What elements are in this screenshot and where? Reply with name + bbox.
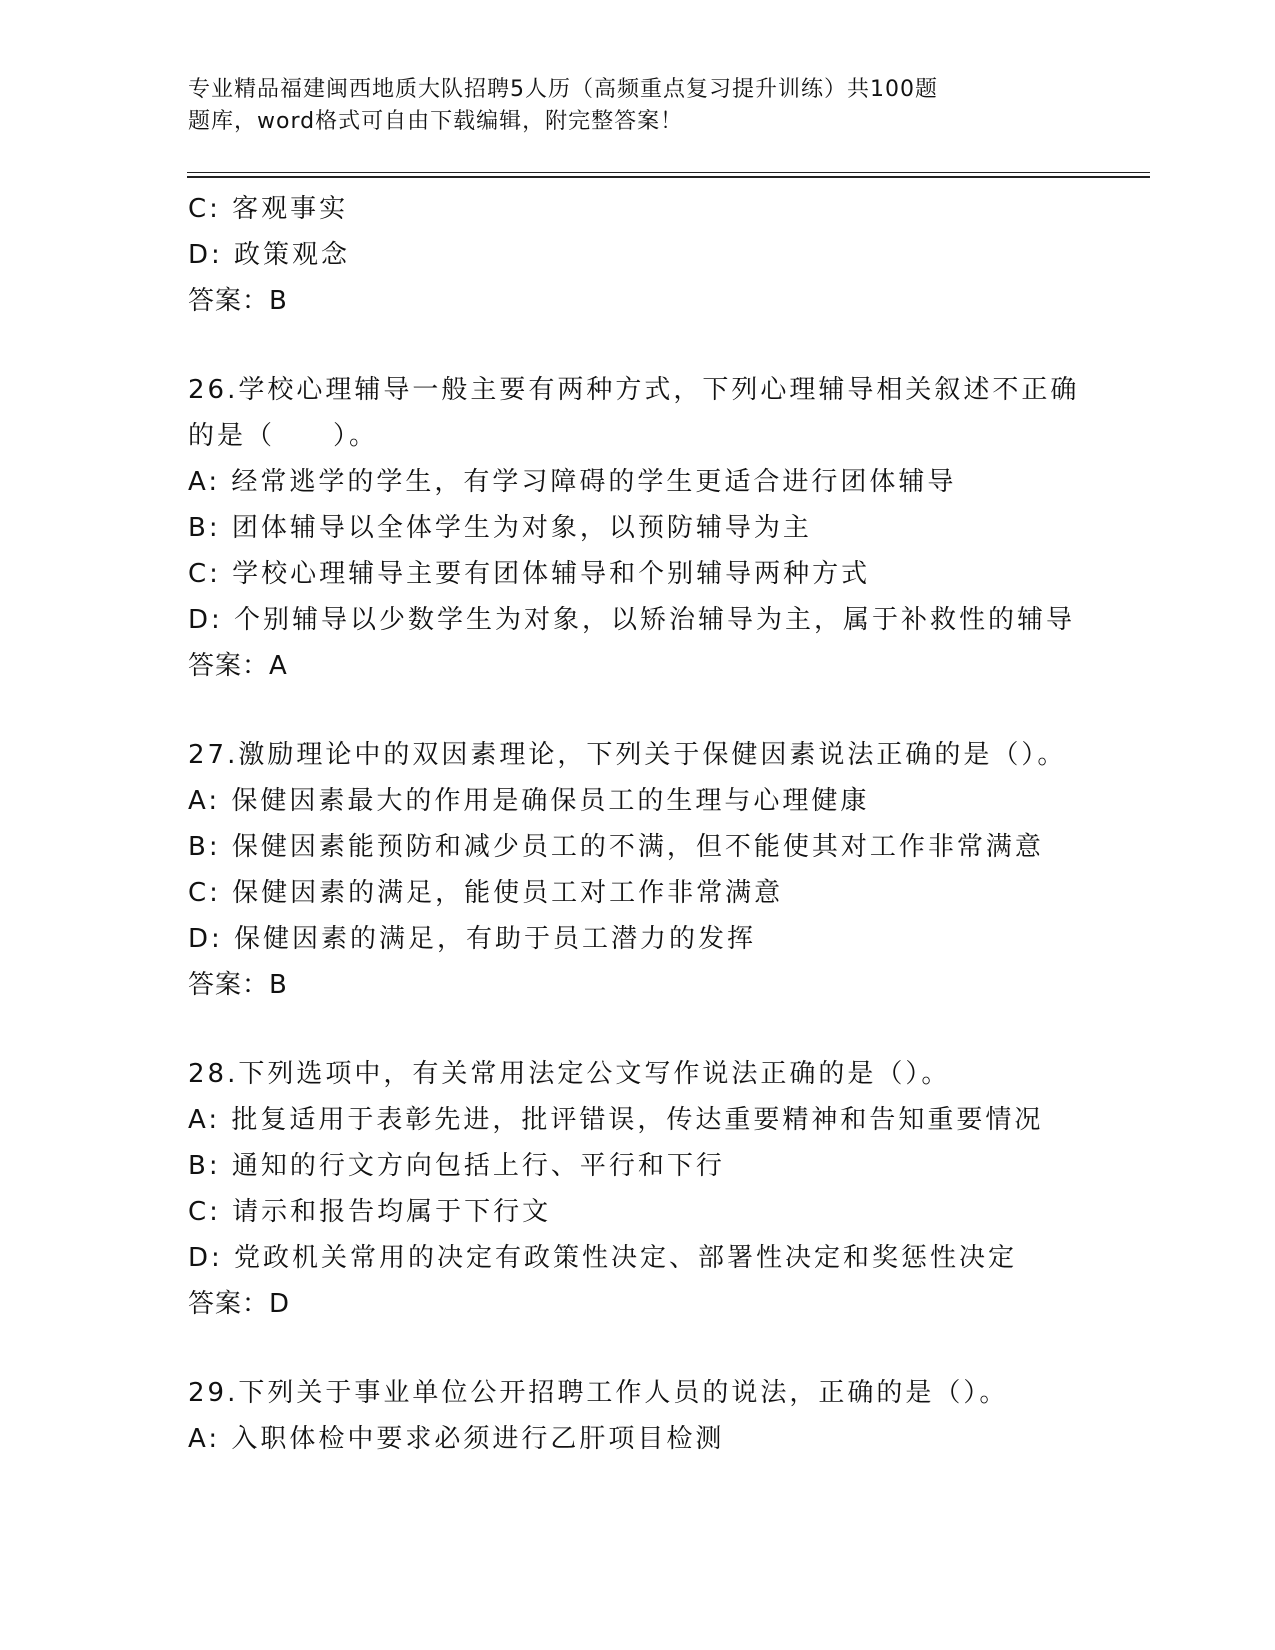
answer: 答案：D	[188, 1289, 291, 1319]
option-b: B: 通知的行文方向包括上行、平行和下行	[188, 1151, 725, 1181]
option-d: D: 政策观念	[188, 240, 351, 270]
question-stem: 28.下列选项中，有关常用法定公文写作说法正确的是（）。	[188, 1059, 951, 1089]
header-line-1: 专业精品福建闽西地质大队招聘5人历（高频重点复习提升训练）共100题	[188, 77, 938, 102]
question-stem-cont: 的是（ ）。	[188, 421, 379, 451]
option-c: C: 学校心理辅导主要有团体辅导和个别辅导两种方式	[188, 559, 871, 589]
question-29	[188, 1370, 1118, 1462]
question-25-tail	[188, 186, 1118, 324]
option-c: C: 保健因素的满足，能使员工对工作非常满意	[188, 878, 784, 908]
option-b: B: 团体辅导以全体学生为对象，以预防辅导为主	[188, 513, 812, 543]
option-b: B: 保健因素能预防和减少员工的不满，但不能使其对工作非常满意	[188, 832, 1044, 862]
question-stem: 29.下列关于事业单位公开招聘工作人员的说法，正确的是（）。	[188, 1378, 1009, 1408]
answer: 答案：B	[188, 970, 288, 1000]
question-list	[188, 186, 1118, 1462]
document-header	[188, 74, 1088, 138]
header-divider-thin	[187, 172, 1150, 173]
option-d: D: 个别辅导以少数学生为对象，以矫治辅导为主，属于补救性的辅导	[188, 605, 1076, 635]
question-28	[188, 1051, 1118, 1327]
option-d: D: 党政机关常用的决定有政策性决定、部署性决定和奖惩性决定	[188, 1243, 1018, 1273]
option-c: C: 客观事实	[188, 194, 349, 224]
option-a: A: 经常逃学的学生，有学习障碍的学生更适合进行团体辅导	[188, 467, 957, 497]
answer: 答案：A	[188, 651, 288, 681]
question-stem: 26.学校心理辅导一般主要有两种方式，下列心理辅导相关叙述不正确	[188, 375, 1080, 405]
option-c: C: 请示和报告均属于下行文	[188, 1197, 552, 1227]
header-divider-thick	[187, 176, 1150, 178]
answer: 答案：B	[188, 286, 288, 316]
question-stem: 27.激励理论中的双因素理论，下列关于保健因素说法正确的是（）。	[188, 740, 1067, 770]
question-26	[188, 367, 1118, 689]
option-a: A: 入职体检中要求必须进行乙肝项目检测	[188, 1424, 725, 1454]
option-a: A: 保健因素最大的作用是确保员工的生理与心理健康	[188, 786, 870, 816]
question-27	[188, 732, 1118, 1008]
option-a: A: 批复适用于表彰先进，批评错误，传达重要精神和告知重要情况	[188, 1105, 1044, 1135]
header-line-2: 题库，word格式可自由下载编辑，附完整答案！	[188, 109, 684, 134]
option-d: D: 保健因素的满足，有助于员工潜力的发挥	[188, 924, 757, 954]
